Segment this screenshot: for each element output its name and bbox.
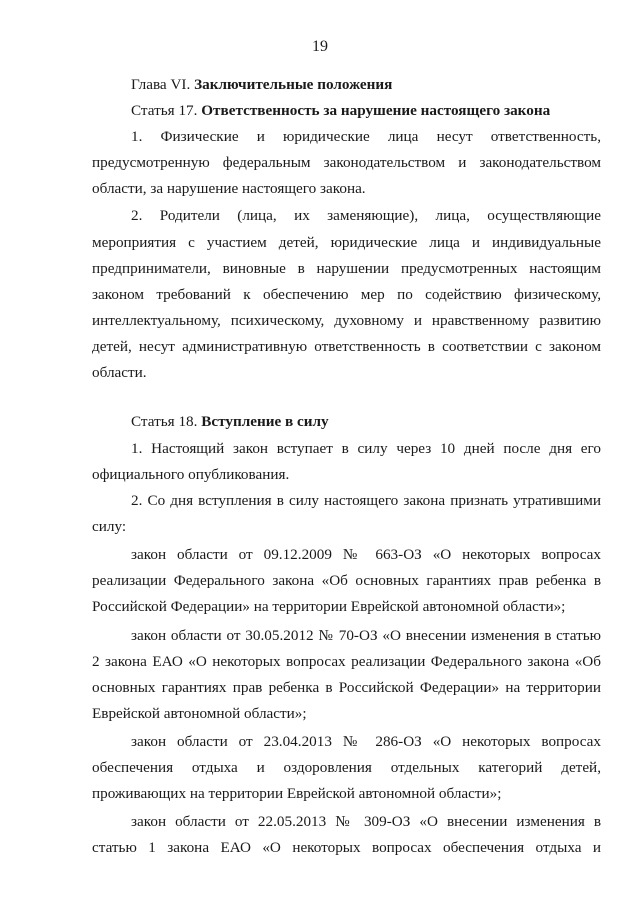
list-item-line: Российской Федерации» на территории Еврейской автономной области»;	[92, 598, 566, 615]
paragraph-line: области.	[92, 364, 147, 381]
paragraph-line: интеллектуальному, психическому, духовному и нравственному развитию	[92, 312, 601, 329]
paragraph-line: силу:	[92, 518, 127, 535]
paragraph-line: законом требований к обеспечению мер по содействию физическому,	[92, 286, 601, 303]
paragraph-line: официального опубликования.	[92, 466, 290, 483]
chapter-title: Заключительные положения	[194, 76, 393, 93]
paragraph-line: предусмотренную федеральным законодательством и законодательством	[92, 154, 601, 171]
paragraph-line: мероприятия с участием детей, юридические лица и индивидуальные	[92, 234, 601, 251]
list-item-line: 2 закона ЕАО «О некоторых вопросах реализации Федерального закона «Об	[92, 653, 601, 670]
list-item-line: закон области от 23.04.2013 № 286-ОЗ «О некоторых вопросах	[131, 733, 601, 750]
article-17-prefix: Статья 17.	[131, 102, 202, 119]
list-item-line: статью 1 закона ЕАО «О некоторых вопросах обеспечения отдыха и	[92, 839, 601, 856]
paragraph-line: 2. Родители (лица, их заменяющие), лица, осуществляющие	[131, 207, 601, 224]
article-17-title: Ответственность за нарушение настоящего закона	[201, 102, 551, 119]
paragraph-line: 1. Физические и юридические лица несут ответственность,	[131, 128, 601, 145]
list-item-line: закон области от 22.05.2013 № 309-ОЗ «О внесении изменения в	[131, 813, 601, 830]
paragraph-line: 1. Настоящий закон вступает в силу через 10 дней после дня его	[131, 440, 601, 457]
list-item-line: закон области от 09.12.2009 № 663-ОЗ «О некоторых вопросах	[131, 546, 601, 563]
page-number: 19	[312, 38, 328, 55]
list-item-line: реализации Федерального закона «Об основных гарантиях прав ребенка в	[92, 572, 601, 589]
list-item-line: основных гарантиях прав ребенка в Российской Федерации» на территории	[92, 679, 601, 696]
list-item-line: Еврейской автономной области»;	[92, 705, 307, 722]
article-18-heading	[131, 409, 601, 435]
article-18-prefix: Статья 18.	[131, 413, 202, 430]
list-item-line: закон области от 30.05.2012 № 70-ОЗ «О внесении изменения в статью	[131, 627, 601, 644]
paragraph-line: детей, несут административную ответственность в соответствии с законом	[92, 338, 601, 355]
article-18-title: Вступление в силу	[201, 413, 329, 430]
chapter-heading	[131, 72, 601, 98]
paragraph-line: 2. Со дня вступления в силу настоящего закона признать утратившими	[131, 492, 601, 509]
list-item-line: проживающих на территории Еврейской автономной области»;	[92, 785, 502, 802]
paragraph-line: предприниматели, виновные в нарушении предусмотренных настоящим	[92, 260, 601, 277]
chapter-prefix: Глава VI.	[131, 76, 195, 93]
paragraph-line: области, за нарушение настоящего закона.	[92, 180, 366, 197]
list-item-line: обеспечения отдыха и оздоровления отдельных категорий детей,	[92, 759, 601, 776]
article-17-heading	[131, 98, 601, 124]
